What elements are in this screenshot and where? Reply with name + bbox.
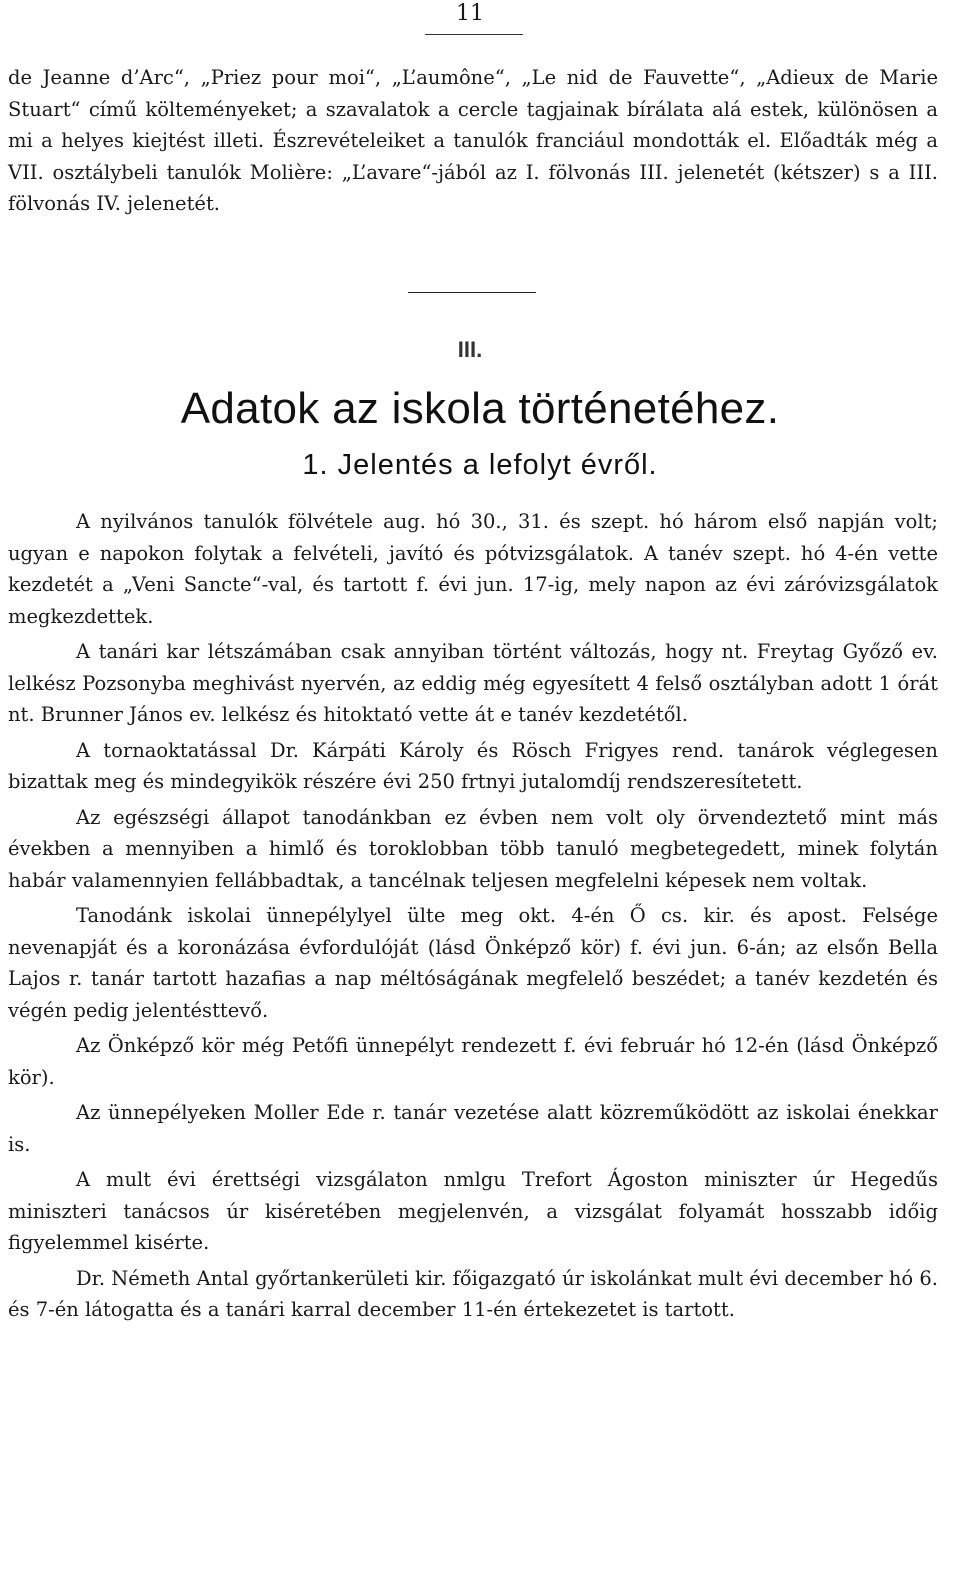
subsection-title: 1. Jelentés a lefolyt évről. (302, 449, 658, 481)
paragraph-celebrations: Tanodánk iskolai ünnepélylyel ülte meg okt. 4-én Ő cs. kir. és apost. Felsége nevenapját és a koronázása évfordulóját (lásd Önképző kör) f. évi jun. 6-án; az elsőn Bella Lajos r. tanár tartott hazafias a nap méltóságának megfelelő beszédet; a tanév kezdetén és végén pedig jelentésttevő. (8, 904, 938, 1022)
section-title: Adatok az iskola történetéhez. (180, 384, 780, 433)
section-roman-numeral: III. (457, 337, 483, 362)
paragraph-staff-changes: A tanári kar létszámában csak annyiban történt változás, hogy nt. Freytag Győző ev. lelkész Pozsonyba meghivást nyervén, az eddig még egyesített 4 felső osztályban adott 1 órát nt. Brunner János ev. lelkész és hitoktató vette át e tanév kezdetétől. (8, 640, 938, 726)
paragraph-minister-visit: A mult évi érettségi vizsgálaton nmlgu Trefort Ágoston miniszter úr Hegedűs miniszteri tanácsos úr kiséretében megjelenvén, a vizsgálat folyamát hosszabb időig figyelemmel kisérte. (8, 1168, 938, 1254)
section-separator-rule (408, 292, 536, 293)
paragraph-health: Az egészségi állapot tanodánkban ez évben nem volt oly örvendeztető mint más években a mennyiben a himlő és toroklobban több tanuló megbetegedett, minek folytán habár valamennyien fellábbadtak, a tancélnak teljesen megfelelni képesek nem voltak. (8, 805, 938, 892)
intro-text-block (8, 62, 938, 220)
paragraph-petofi: Az Önképző kör még Petőfi ünnepélyt rendezett f. évi február hó 12-én (lásd Önképző kör). (8, 1034, 938, 1089)
page-number-underline (425, 34, 523, 35)
paragraph-gymnastics: A tornaoktatással Dr. Kárpáti Károly és Rösch Frigyes rend. tanárok véglegesen bizattak meg és mindegyikök részére évi 250 frtnyi jutalomdíj rendszeresítetett. (8, 738, 938, 793)
report-body (8, 506, 938, 1326)
paragraph-inspector-visit: Dr. Németh Antal győrtankerületi kir. főigazgató úr iskolánkat mult évi december hó 6. és 7-én látogatta és a tanári karral december 11-én értekezetet is tartott. (8, 1266, 938, 1321)
paragraph-choir: Az ünnepélyeken Moller Ede r. tanár vezetése alatt közreműködött az iskolai énekkar is. (8, 1101, 938, 1156)
page-number: 11 (456, 1, 484, 26)
paragraph-admissions: A nyilvános tanulók fölvétele aug. hó 30., 31. és szept. hó három első napján volt; ugyan e napokon folytak a felvételi, javító és pótvizsgálatok. A tanév szept. hó 4-én vette kezdetét a „Veni Sancte“-val, és tartott f. évi jun. 17-ig, mely napon az évi záróvizsgálatok megkezdettek. (8, 510, 938, 628)
intro-paragraph: de Jeanne d’Arc“, „Priez pour moi“, „L’aumône“, „Le nid de Fauvette“, „Adieux de Marie Stuart“ című költeményeket; a szavalatok a cercle tagjainak bírálata alá estek, különösen a mi a helyes kiejtést illeti. Észrevételeiket a tanulók franciául mondották el. Előadták még a VII. osztálybeli tanulók Molière: „L’avare“-jából az I. fölvonás III. jelenetét (kétszer) s a III. fölvonás IV. jelenetét. (8, 66, 938, 215)
